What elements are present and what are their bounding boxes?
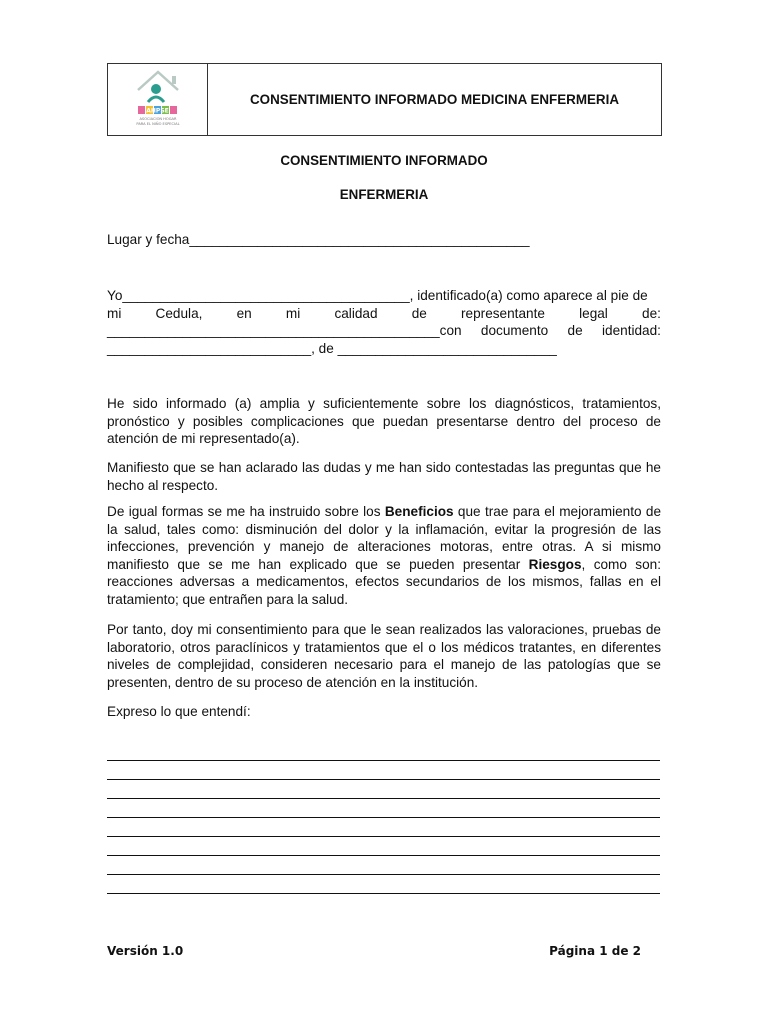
cedula-line-word: mi xyxy=(107,305,122,321)
paragraph-consentimiento: Por tanto, doy mi consentimiento para que le sean realizados las valoraciones, pruebas de laboratorio, otros paraclínicos y tratamientos que el o los médicos tratantes, en diferentes niveles de complejidad, consideren necesario para el manejo de las patologías que se presenten, dentro de su proceso de atención en la institución. xyxy=(107,622,661,690)
expreso-label: Expreso lo que entendí: xyxy=(107,704,251,719)
documento-label-word: de xyxy=(567,323,583,339)
answer-line[interactable] xyxy=(107,761,660,780)
cedula-line-word: en xyxy=(236,305,252,321)
answer-line[interactable] xyxy=(107,818,660,837)
logo-letters: AHPSE xyxy=(146,107,169,115)
answer-line[interactable] xyxy=(107,780,660,799)
beneficios-bold: Beneficios xyxy=(384,504,454,519)
paragraph-manifiesto: Manifiesto que se han aclarado las dudas y me han sido contestadas las preguntas que he hecho al respecto. xyxy=(107,460,661,493)
lugar-fecha-field[interactable]: Lugar y fecha_____________________________________________ xyxy=(107,232,530,247)
documento-line[interactable]: ___________________________, de _____________________________ xyxy=(107,340,557,356)
logo-cell xyxy=(108,64,208,135)
representante-line xyxy=(107,322,661,340)
paragraph-beneficios-riesgos: De igual formas se me ha instruido sobre los Beneficios que trae para el mejoramiento de la salud, tales como: disminución del dolor y la inflamación, evitar la progresión de las infecciones, prevención y manejo de alteraciones motoras, entre otras. A si mismo manifiesto que se me han explicado que se pueden presentar Riesgos, como son: reacciones adversas a medicamentos, efectos secundarios de los mismos, fallas en el tratamiento; que entrañen para la salud. xyxy=(107,504,662,607)
documento-label-word: identidad: xyxy=(602,323,661,339)
cedula-line-word: legal xyxy=(579,305,608,321)
expreso-answer-lines[interactable] xyxy=(107,742,660,894)
answer-line[interactable] xyxy=(107,742,660,761)
organization-logo xyxy=(134,68,182,130)
documento-label-word: documento xyxy=(480,323,549,339)
paragraph-informado: He sido informado (a) amplia y suficientemente sobre los diagnósticos, tratamientos, pronóstico y posibles complicaciones que puedan presentarse dentro del proceso de atención de mi representado(a). xyxy=(107,396,661,447)
cedula-line-word: representante xyxy=(461,305,545,321)
riesgos-bold: Riesgos xyxy=(528,556,582,572)
answer-line[interactable] xyxy=(107,875,660,894)
header-title: CONSENTIMIENTO INFORMADO MEDICINA ENFERMERIA xyxy=(250,92,619,107)
document-header xyxy=(107,63,662,136)
cedula-line-word: calidad xyxy=(334,305,378,321)
yo-line[interactable]: Yo______________________________________, identificado(a) como aparece al pie de xyxy=(107,288,648,303)
page-number: Página 1 de 2 xyxy=(549,944,641,958)
documento-label-word: con xyxy=(439,323,462,339)
cedula-line-word: de: xyxy=(642,305,661,321)
documento-label xyxy=(440,322,661,340)
cedula-line xyxy=(107,305,661,323)
cedula-line-word: de xyxy=(411,305,427,321)
logo-subtext-1: ASOCIACION HOGAR xyxy=(139,117,177,121)
identification-section xyxy=(107,287,661,357)
cedula-line-word: mi xyxy=(285,305,301,321)
answer-line[interactable] xyxy=(107,799,660,818)
answer-line[interactable] xyxy=(107,856,660,875)
representado-blank[interactable]: ____________________________________________ xyxy=(107,323,440,339)
main-title: CONSENTIMIENTO INFORMADO xyxy=(280,153,488,168)
answer-line[interactable] xyxy=(107,837,660,856)
cedula-line-word: Cedula, xyxy=(155,305,203,321)
sub-title: ENFERMERIA xyxy=(339,187,429,202)
version-label: Versión 1.0 xyxy=(107,944,184,958)
logo-subtext-2: PARA EL NIÑO ESPECIAL xyxy=(136,122,180,126)
